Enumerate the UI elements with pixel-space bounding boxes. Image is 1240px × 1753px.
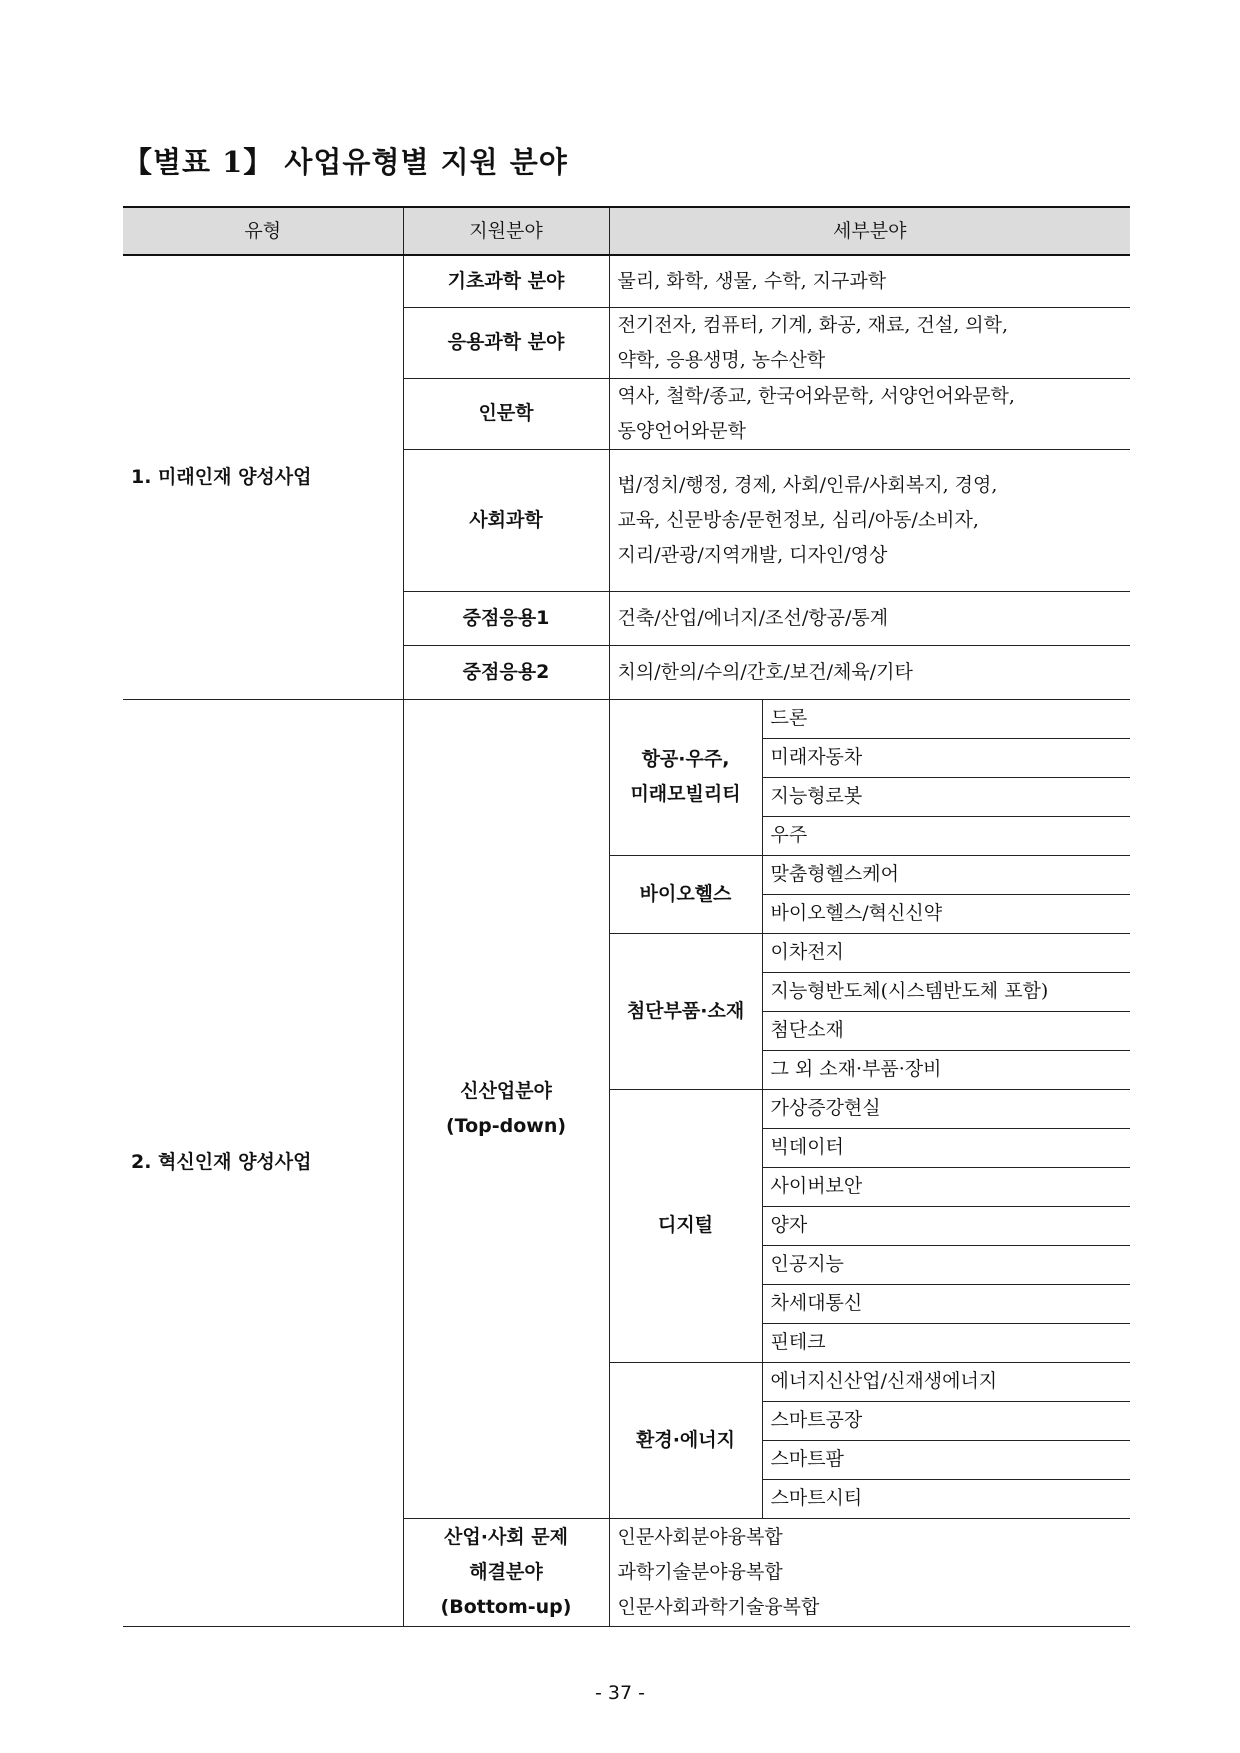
detail-line: 전기전자, 컴퓨터, 기계, 화공, 재료, 건설, 의학, (617, 313, 1009, 336)
item-cell: 스마트팜 (762, 1440, 1130, 1479)
detail-cell (609, 378, 1130, 449)
group-label: 첨단부품·소재 (609, 933, 762, 1089)
item-cell: 인공지능 (762, 1245, 1130, 1284)
detail-line: 교육, 신문방송/문헌정보, 심리/아동/소비자, (617, 508, 979, 531)
item-cell: 지능형반도체(시스템반도체 포함) (762, 972, 1130, 1011)
header-type: 유형 (123, 207, 403, 255)
detail-line: 인문사회과학기술융복합 (617, 1595, 820, 1618)
group-label-line: 항공·우주, (641, 748, 730, 770)
topdown-label (403, 699, 609, 1518)
group-label: 바이오헬스 (609, 855, 762, 933)
page-title: 【별표 1】 사업유형별 지원 분야 (123, 145, 568, 179)
field-cell: 인문학 (403, 378, 609, 449)
detail-line: 물리, 화학, 생물, 수학, 지구과학 (617, 269, 887, 292)
item-cell: 빅데이터 (762, 1128, 1130, 1167)
item-cell: 스마트공장 (762, 1401, 1130, 1440)
item-cell: 핀테크 (762, 1323, 1130, 1362)
item-cell: 드론 (762, 699, 1130, 738)
field-cell: 중점응용2 (403, 645, 609, 699)
item-cell: 차세대통신 (762, 1284, 1130, 1323)
item-cell: 에너지신산업/신재생에너지 (762, 1362, 1130, 1401)
item-cell: 첨단소재 (762, 1011, 1130, 1050)
section2-type: 2. 혁신인재 양성사업 (123, 699, 403, 1626)
detail-cell (609, 449, 1130, 591)
detail-cell (609, 645, 1130, 699)
detail-line: 치의/한의/수의/간호/보건/체육/기타 (617, 660, 913, 683)
table-row (123, 699, 1130, 738)
item-cell: 가상증강현실 (762, 1089, 1130, 1128)
item-cell: 그 외 소재·부품·장비 (762, 1050, 1130, 1089)
field-cell: 사회과학 (403, 449, 609, 591)
detail-cell (609, 591, 1130, 645)
page-number: - 37 - (595, 1682, 645, 1704)
group-label: 디지털 (609, 1089, 762, 1362)
detail-line: 약학, 응용생명, 농수산학 (617, 348, 826, 371)
detail-line: 법/정치/행정, 경제, 사회/인류/사회복지, 경영, (617, 473, 998, 496)
item-cell: 우주 (762, 816, 1130, 855)
header-detail: 세부분야 (609, 207, 1130, 255)
section1-type: 1. 미래인재 양성사업 (123, 255, 403, 699)
detail-line: 인문사회분야융복합 (617, 1525, 783, 1548)
detail-line: 과학기술분야융복합 (617, 1560, 783, 1583)
item-cell: 바이오헬스/혁신신약 (762, 894, 1130, 933)
detail-line: 역사, 철학/종교, 한국어와문학, 서양언어와문학, (617, 384, 1015, 407)
item-cell: 양자 (762, 1206, 1130, 1245)
detail-cell (609, 307, 1130, 378)
field-cell: 응용과학 분야 (403, 307, 609, 378)
table-header-row (123, 207, 1130, 255)
field-cell: 중점응용1 (403, 591, 609, 645)
bottomup-label-line: 해결분야 (469, 1560, 543, 1583)
item-cell: 이차전지 (762, 933, 1130, 972)
detail-line: 건축/산업/에너지/조선/항공/통계 (617, 606, 889, 629)
group-label-line: 미래모빌리티 (630, 783, 741, 805)
header-field: 지원분야 (403, 207, 609, 255)
item-cell: 스마트시티 (762, 1479, 1130, 1518)
topdown-label-line: 신산업분야 (460, 1079, 552, 1102)
item-cell: 맞춤형헬스케어 (762, 855, 1130, 894)
bottomup-label-line: 산업·사회 문제 (444, 1525, 568, 1548)
detail-cell (609, 255, 1130, 307)
detail-line: 동양언어와문학 (617, 419, 746, 442)
item-cell: 사이버보안 (762, 1167, 1130, 1206)
table-row (123, 255, 1130, 307)
bottomup-label-line: (Bottom-up) (440, 1595, 572, 1618)
topdown-label-line: (Top-down) (445, 1114, 567, 1137)
field-cell: 기초과학 분야 (403, 255, 609, 307)
detail-cell (609, 1518, 1130, 1626)
group-label (609, 699, 762, 855)
item-cell: 미래자동차 (762, 738, 1130, 777)
support-field-table (123, 206, 1130, 1627)
detail-line: 지리/관광/지역개발, 디자인/영상 (617, 543, 888, 566)
item-cell: 지능형로봇 (762, 777, 1130, 816)
group-label: 환경·에너지 (609, 1362, 762, 1518)
bottomup-label (403, 1518, 609, 1626)
